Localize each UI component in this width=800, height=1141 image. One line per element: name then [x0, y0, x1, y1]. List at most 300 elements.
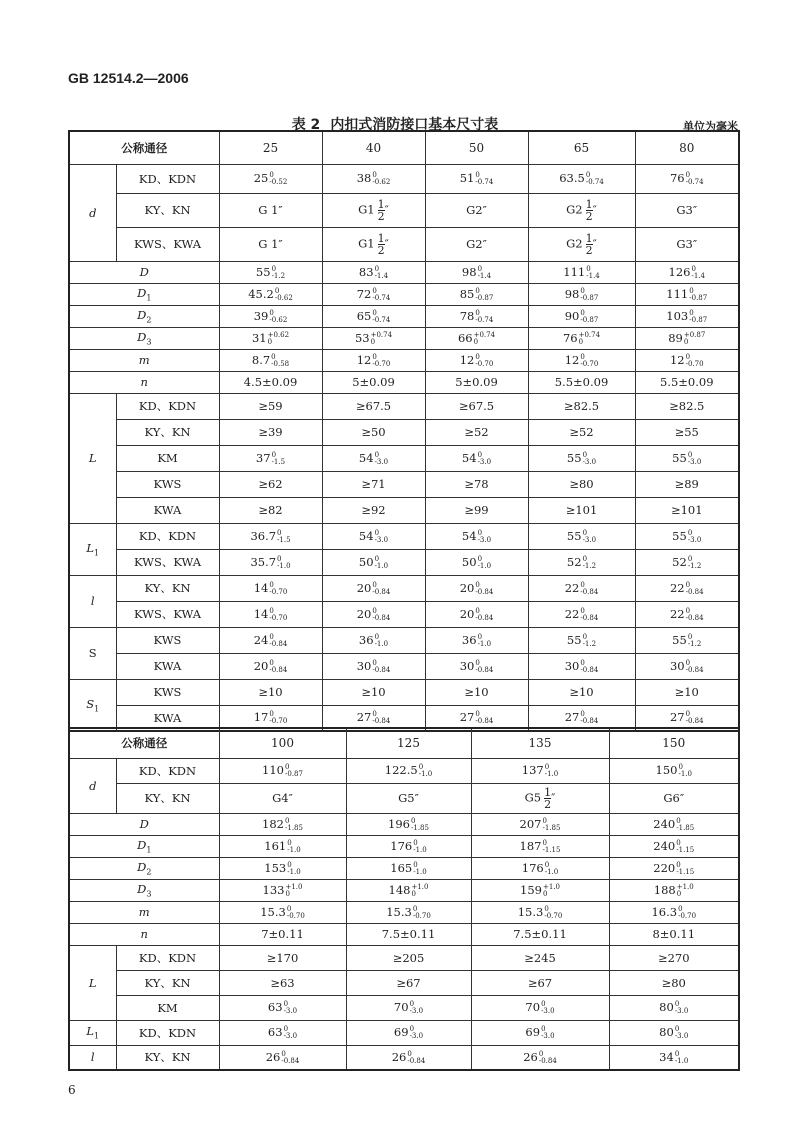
tolerance: [684, 332, 705, 346]
value-cell: [322, 445, 425, 471]
value-cell: [425, 653, 528, 679]
fraction: [586, 199, 593, 222]
lower-deviation: -0.87: [285, 770, 303, 778]
table-row: [69, 305, 739, 327]
value: 220: [653, 860, 676, 875]
upper-deviation: 0: [281, 1049, 286, 1058]
value: 52: [566, 554, 582, 569]
tolerance: [269, 634, 287, 648]
interface-type: KWS: [116, 627, 219, 653]
value: ≥10: [361, 685, 386, 699]
tolerance: [411, 884, 428, 898]
value-cell: [219, 305, 322, 327]
tolerance: [688, 556, 702, 570]
value: 22: [564, 580, 580, 595]
lower-deviation: -1.0: [287, 845, 301, 854]
value: 30: [564, 658, 580, 673]
upper-deviation: 0: [676, 860, 681, 869]
lower-deviation: 0: [542, 889, 548, 898]
nominal-diameter-50: 50: [425, 131, 528, 164]
value-cell: [219, 995, 346, 1020]
tolerance: [372, 582, 390, 596]
lower-deviation: -1.0: [413, 845, 427, 854]
upper-deviation: 0: [689, 286, 694, 295]
table-row: [69, 445, 739, 471]
value-cell: [219, 575, 322, 601]
lower-deviation: -0.52: [269, 178, 288, 186]
value-cell: [471, 970, 609, 995]
value-cell: [425, 349, 528, 371]
tolerance: [375, 266, 389, 280]
table-row: [69, 471, 739, 497]
lower-deviation: -1.5: [271, 457, 286, 466]
value-cell: [322, 393, 425, 419]
tolerance: [689, 288, 707, 302]
interface-type: KD、KDN: [116, 523, 219, 549]
value: G2: [566, 236, 583, 250]
value-cell: [425, 679, 528, 705]
tolerance: [541, 1001, 555, 1015]
lower-deviation: -3.0: [541, 1032, 555, 1040]
lower-deviation: -0.62: [274, 293, 293, 302]
lower-deviation: -0.84: [372, 587, 391, 596]
value: ≥39: [258, 425, 283, 439]
value: 36: [358, 632, 374, 647]
interface-type: KY、KN: [116, 419, 219, 445]
value-cell: [635, 601, 739, 627]
table-row: [69, 419, 739, 445]
tolerance: [285, 764, 303, 778]
value-cell: [219, 970, 346, 995]
value: 20: [356, 606, 372, 621]
tolerance: [688, 452, 702, 466]
value: 76: [669, 171, 685, 185]
symbol-letter: D: [137, 329, 147, 344]
symbol: [137, 285, 152, 303]
nominal-diameter-label: 公称通径: [69, 728, 219, 758]
value-cell: [635, 371, 739, 393]
value-cell: [425, 164, 528, 193]
value: ≥67.5: [458, 399, 495, 413]
lower-deviation: -1.0: [544, 770, 559, 778]
value: ≥10: [674, 685, 699, 699]
upper-deviation: 0: [475, 658, 480, 667]
tolerance: [287, 906, 305, 920]
upper-deviation: +0.74: [578, 330, 601, 339]
value: G1: [358, 236, 375, 250]
value: 150: [655, 763, 678, 777]
lower-deviation: -0.74: [585, 178, 604, 186]
page-number: 6: [68, 1083, 76, 1097]
tolerance: [269, 711, 287, 725]
table-row: [69, 857, 739, 879]
value-cell: [219, 193, 322, 227]
symbol-letter: d: [89, 778, 97, 793]
tolerance: [372, 354, 390, 368]
nominal-diameter-100: 100: [219, 728, 346, 758]
value-cell: [346, 995, 471, 1020]
value: 20: [459, 580, 475, 595]
value: 240: [653, 816, 676, 831]
upper-deviation: 0: [372, 352, 377, 361]
tolerance: [419, 764, 433, 778]
value-cell: [219, 758, 346, 783]
symbol: [137, 881, 152, 899]
symbol-letter: D: [139, 265, 149, 279]
value-cell: [425, 627, 528, 653]
value-cell: [635, 349, 739, 371]
value-cell: [322, 601, 425, 627]
lower-deviation: -0.84: [475, 717, 494, 726]
value: 50: [358, 554, 374, 569]
value-cell: [219, 227, 322, 261]
value-cell: [528, 549, 635, 575]
lower-deviation: -3.0: [374, 535, 389, 544]
tolerance: [676, 840, 694, 854]
symbol-subscript: 3: [146, 889, 152, 899]
value: ≥50: [361, 425, 386, 439]
parameter-symbol: [69, 283, 219, 305]
value: 83: [358, 264, 374, 279]
symbol: [141, 375, 148, 389]
value: ≥101: [670, 503, 703, 517]
upper-deviation: 0: [269, 606, 274, 615]
value: 51: [459, 171, 475, 185]
upper-deviation: +1.0: [285, 882, 303, 891]
value-cell: [635, 283, 739, 305]
value: 26: [391, 1049, 407, 1064]
table-row: [69, 523, 739, 549]
table-row: [69, 783, 739, 813]
lower-deviation: -0.84: [580, 665, 599, 674]
value-cell: [471, 813, 609, 835]
lower-deviation: -1.0: [374, 639, 389, 648]
value-cell: [219, 627, 322, 653]
value-cell: [609, 835, 739, 857]
lower-deviation: -3.0: [409, 1032, 424, 1040]
upper-deviation: 0: [582, 450, 588, 459]
value: 176: [521, 860, 544, 875]
tolerance: [686, 354, 704, 368]
tolerance: [686, 582, 704, 596]
value-cell: [322, 523, 425, 549]
table-row: [69, 679, 739, 705]
dimension-table-small-sizes: [68, 130, 740, 732]
upper-deviation: 0: [582, 632, 588, 641]
value-cell: [528, 627, 635, 653]
lower-deviation: -1.0: [477, 561, 492, 570]
tolerance: [268, 332, 289, 346]
upper-deviation: 0: [372, 658, 377, 667]
upper-deviation: 0: [374, 632, 380, 641]
symbol-subscript: 2: [146, 867, 152, 877]
tolerance: [586, 172, 604, 186]
value: G6″: [663, 791, 685, 805]
tolerance: [372, 288, 390, 302]
value: 76: [562, 330, 578, 345]
value-cell: [322, 627, 425, 653]
tolerance: [285, 884, 302, 898]
value-cell: [609, 995, 739, 1020]
upper-deviation: 0: [271, 450, 277, 459]
upper-deviation: 0: [685, 580, 691, 589]
table-row: [69, 327, 739, 349]
value: 20: [459, 606, 475, 621]
value: 16.3: [651, 904, 678, 919]
value: 17: [253, 710, 269, 725]
value: ≥82: [258, 503, 283, 517]
parameter-symbol: [69, 879, 219, 901]
value: 63: [267, 1025, 283, 1039]
value: 15.3: [386, 904, 412, 919]
symbol: [89, 206, 96, 220]
value: 207: [519, 816, 542, 831]
fraction-denominator: 2: [377, 209, 385, 223]
value: 34: [659, 1049, 674, 1064]
nominal-diameter-65: 65: [528, 131, 635, 164]
table-row: [69, 393, 739, 419]
tolerance: [478, 530, 492, 544]
lower-deviation: -0.70: [412, 911, 431, 920]
lower-deviation: -1.0: [544, 867, 559, 876]
value-cell: [635, 393, 739, 419]
interface-type: KY、KN: [116, 783, 219, 813]
value-cell: [635, 653, 739, 679]
interface-type: KD、KDN: [116, 1020, 219, 1045]
value-cell: [219, 835, 346, 857]
upper-deviation: 0: [372, 286, 377, 295]
upper-deviation: 0: [580, 658, 585, 667]
upper-deviation: 0: [678, 763, 683, 771]
interface-type: KM: [116, 995, 219, 1020]
value: 54: [461, 450, 477, 465]
parameter-symbol: [69, 393, 116, 523]
value-cell: [425, 227, 528, 261]
value-cell: [425, 305, 528, 327]
upper-deviation: +0.87: [683, 330, 706, 339]
value-cell: [425, 327, 528, 349]
tolerance: [375, 634, 389, 648]
value-cell: [635, 261, 739, 283]
symbol-subscript: 1: [94, 703, 100, 713]
lower-deviation: -3.0: [582, 457, 597, 466]
value-cell: [471, 835, 609, 857]
parameter-symbol: [69, 901, 219, 923]
value: 78: [459, 308, 475, 323]
tolerance: [372, 660, 390, 674]
interface-type: KWS、KWA: [116, 601, 219, 627]
value: 27: [669, 710, 685, 725]
value: ≥78: [464, 477, 489, 491]
value-cell: [346, 835, 471, 857]
upper-deviation: 0: [475, 710, 480, 719]
tolerance: [410, 1026, 424, 1040]
value-cell: [528, 305, 635, 327]
value: 110: [262, 763, 284, 777]
parameter-symbol: [69, 945, 116, 1020]
tolerance: [580, 711, 598, 725]
value-cell: [346, 923, 471, 945]
table-row: [69, 601, 739, 627]
upper-deviation: 0: [685, 606, 691, 615]
unit-note: 单位为毫米: [683, 120, 738, 133]
lower-deviation: -1.0: [678, 770, 692, 778]
value-cell: [425, 445, 528, 471]
upper-deviation: 0: [544, 904, 549, 913]
tolerance: [375, 452, 389, 466]
value-cell: [219, 901, 346, 923]
value: ≥80: [569, 477, 594, 491]
symbol-letter: L: [88, 975, 97, 990]
value: 176: [390, 838, 413, 853]
nominal-diameter-125: 125: [346, 728, 471, 758]
value-cell: [609, 857, 739, 879]
value: 54: [358, 528, 374, 543]
value: ≥92: [361, 503, 386, 517]
upper-deviation: 0: [283, 1000, 289, 1008]
interface-type: KD、KDN: [116, 164, 219, 193]
lower-deviation: -0.70: [269, 587, 288, 596]
upper-deviation: 0: [475, 606, 480, 615]
lower-deviation: -1.15: [676, 867, 695, 876]
value-cell: [219, 549, 322, 575]
value-cell: [322, 261, 425, 283]
tolerance: [686, 608, 704, 622]
upper-deviation: 0: [271, 352, 276, 361]
value: 35.7: [250, 554, 277, 569]
lower-deviation: -0.87: [580, 293, 599, 302]
symbol: [139, 905, 150, 919]
upper-deviation: 0: [418, 763, 424, 771]
lower-deviation: -0.70: [685, 359, 704, 368]
upper-deviation: 0: [411, 816, 416, 825]
header-row: [69, 728, 739, 758]
upper-deviation: 0: [580, 286, 585, 295]
parameter-symbol: [69, 813, 219, 835]
value-cell: [322, 349, 425, 371]
lower-deviation: -3.0: [283, 1032, 298, 1040]
symbol-letter: n: [140, 927, 148, 941]
table-row: [69, 970, 739, 995]
value: 5±0.09: [455, 375, 498, 389]
lower-deviation: -3.0: [582, 535, 597, 544]
value-cell: [609, 970, 739, 995]
interface-type: KY、KN: [116, 575, 219, 601]
nominal-diameter-135: 135: [471, 728, 609, 758]
value-cell: [425, 193, 528, 227]
value-cell: [609, 783, 739, 813]
parameter-symbol: [69, 1020, 116, 1045]
value: 80: [659, 1025, 674, 1039]
value-cell: [528, 164, 635, 193]
tolerance: [475, 608, 493, 622]
value-cell: [635, 497, 739, 523]
parameter-symbol: [69, 835, 219, 857]
lower-deviation: -0.62: [269, 315, 288, 324]
interface-type: KY、KN: [116, 970, 219, 995]
tolerance: [284, 1026, 298, 1040]
value: 24: [253, 632, 269, 647]
value-cell: [528, 419, 635, 445]
tolerance: [478, 452, 492, 466]
tolerance: [371, 332, 392, 346]
symbol-letter: D: [137, 859, 147, 874]
lower-deviation: -3.0: [374, 457, 389, 466]
upper-deviation: 0: [580, 308, 585, 317]
value: 148: [388, 882, 411, 897]
value-cell: [322, 471, 425, 497]
upper-deviation: 0: [372, 308, 377, 317]
table-row: [69, 835, 739, 857]
table-row: [69, 497, 739, 523]
value: 126: [668, 264, 691, 279]
interface-type: KY、KN: [116, 1045, 219, 1070]
tolerance: [579, 332, 600, 346]
value-cell: [635, 305, 739, 327]
value-cell: [635, 327, 739, 349]
value: ≥55: [674, 425, 699, 439]
table-row: [69, 193, 739, 227]
lower-deviation: -1.0: [277, 561, 291, 570]
value: ≥67: [396, 975, 421, 990]
lower-deviation: 0: [683, 337, 689, 346]
value-cell: [471, 945, 609, 970]
lower-deviation: -3.0: [283, 1007, 298, 1015]
upper-deviation: 0: [287, 838, 292, 847]
table-row: [69, 227, 739, 261]
tolerance: [691, 266, 705, 280]
parameter-symbol: [69, 679, 116, 731]
tolerance: [544, 906, 562, 920]
symbol-subscript: 1: [94, 1031, 100, 1041]
value: 31: [251, 330, 267, 345]
value: 14: [253, 580, 269, 595]
lower-deviation: -0.84: [580, 717, 599, 726]
tolerance: [545, 862, 559, 876]
tolerance: [375, 530, 389, 544]
value-cell: [635, 549, 739, 575]
value-cell: [346, 901, 471, 923]
lower-deviation: -0.84: [372, 613, 391, 622]
lower-deviation: -0.84: [685, 717, 704, 726]
value-cell: [528, 497, 635, 523]
lower-deviation: -1.0: [418, 770, 433, 778]
value-cell: [471, 923, 609, 945]
value-cell: [528, 349, 635, 371]
lower-deviation: -0.84: [281, 1056, 300, 1065]
parameter-symbol: [69, 305, 219, 327]
tolerance: [678, 906, 696, 920]
value: 5±0.09: [352, 375, 395, 389]
lower-deviation: -1.5: [277, 535, 291, 544]
value-cell: [219, 1045, 346, 1070]
table-row: [69, 945, 739, 970]
lower-deviation: -0.84: [407, 1056, 426, 1065]
value: 182: [262, 816, 284, 831]
lower-deviation: -3.0: [477, 457, 492, 466]
value-cell: [219, 653, 322, 679]
lower-deviation: -0.74: [372, 315, 391, 324]
symbol-letter: S: [88, 646, 97, 660]
upper-deviation: 0: [687, 528, 693, 537]
interface-type: KD、KDN: [116, 393, 219, 419]
value-cell: [609, 901, 739, 923]
value: ≥99: [464, 503, 489, 517]
upper-deviation: 0: [477, 528, 483, 537]
inch-mark: ″: [551, 790, 556, 804]
value-cell: [635, 575, 739, 601]
value: 188: [653, 882, 676, 897]
